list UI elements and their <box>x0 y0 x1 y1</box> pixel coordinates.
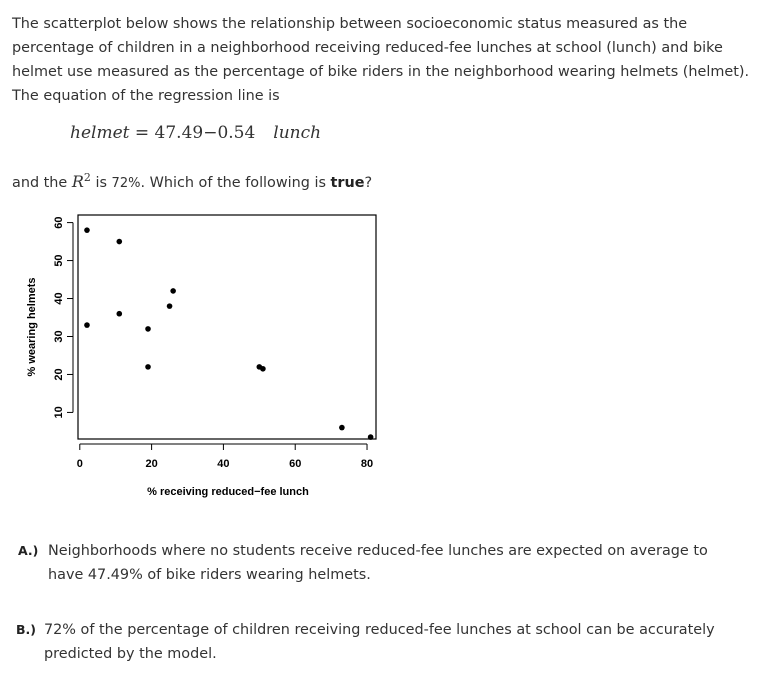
option-a-text: Neighborhoods where no students receive reduced-fee lunches are expected on average to have 47.49% of bike riders wearing helmets. <box>48 543 708 583</box>
data-point <box>84 227 90 233</box>
question-text <box>12 12 772 108</box>
x-tick-label: 80 <box>360 458 374 470</box>
r2-end: ? <box>364 174 373 191</box>
option-b-text: 72% of the percentage of children receiving reduced-fee lunches at school can be accurately predicted by the model. <box>44 622 715 662</box>
plot-box <box>78 215 376 439</box>
option-a[interactable] <box>18 539 738 587</box>
r2-value: 72% <box>111 175 141 191</box>
data-point <box>368 434 374 440</box>
equation-lhs: helmet <box>70 123 130 143</box>
data-point <box>145 326 151 332</box>
y-tick-label: 10 <box>53 406 65 419</box>
x-axis-label: % receiving reduced−fee lunch <box>147 486 309 498</box>
r2-bold-true: true <box>330 174 365 191</box>
equation-numbers: 47.49−0.54 <box>154 123 256 143</box>
r-squared-line <box>12 166 372 196</box>
data-point <box>170 288 176 294</box>
regression-equation <box>70 123 321 143</box>
data-point <box>260 366 266 372</box>
data-point <box>339 425 345 431</box>
data-point <box>167 303 173 309</box>
question-intro: The scatterplot below shows the relationship between socioeconomic status measured as the percentage of children in a neighborhood receiving reduced-fee lunches at school (lunch) and bike helmet use measured as the percentage of bike riders in the neighborhood wearing helmets (helmet). The equation of the regression line is <box>12 16 750 104</box>
data-point <box>84 322 90 328</box>
r2-exponent: 2 <box>83 171 91 184</box>
x-tick-label: 60 <box>289 458 302 470</box>
y-tick-label: 40 <box>53 292 65 305</box>
equation-equals: = <box>134 123 150 143</box>
x-tick-label: 20 <box>145 458 158 470</box>
y-tick-label: 50 <box>53 254 65 267</box>
y-axis <box>53 216 73 418</box>
data-point <box>116 239 122 245</box>
data-points <box>84 227 373 440</box>
x-tick-label: 0 <box>76 458 83 470</box>
x-tick-label: 40 <box>217 458 230 470</box>
r2-suffix: . Which of the following is <box>140 174 331 191</box>
y-tick-label: 60 <box>53 216 65 229</box>
y-tick-label: 30 <box>53 330 65 343</box>
r2-symbol: R <box>71 171 84 191</box>
x-axis <box>77 444 373 470</box>
option-b[interactable] <box>16 618 736 666</box>
scatterplot <box>0 200 400 510</box>
option-a-letter: A.) <box>18 543 39 558</box>
option-b-letter: B.) <box>16 622 36 637</box>
data-point <box>116 311 122 317</box>
equation-rhs-var: lunch <box>273 123 322 143</box>
data-point <box>145 364 151 370</box>
r2-is: is <box>90 174 112 191</box>
y-axis-label: % wearing helmets <box>26 277 38 377</box>
y-tick-label: 20 <box>53 368 65 381</box>
r2-prefix: and the <box>12 174 72 191</box>
